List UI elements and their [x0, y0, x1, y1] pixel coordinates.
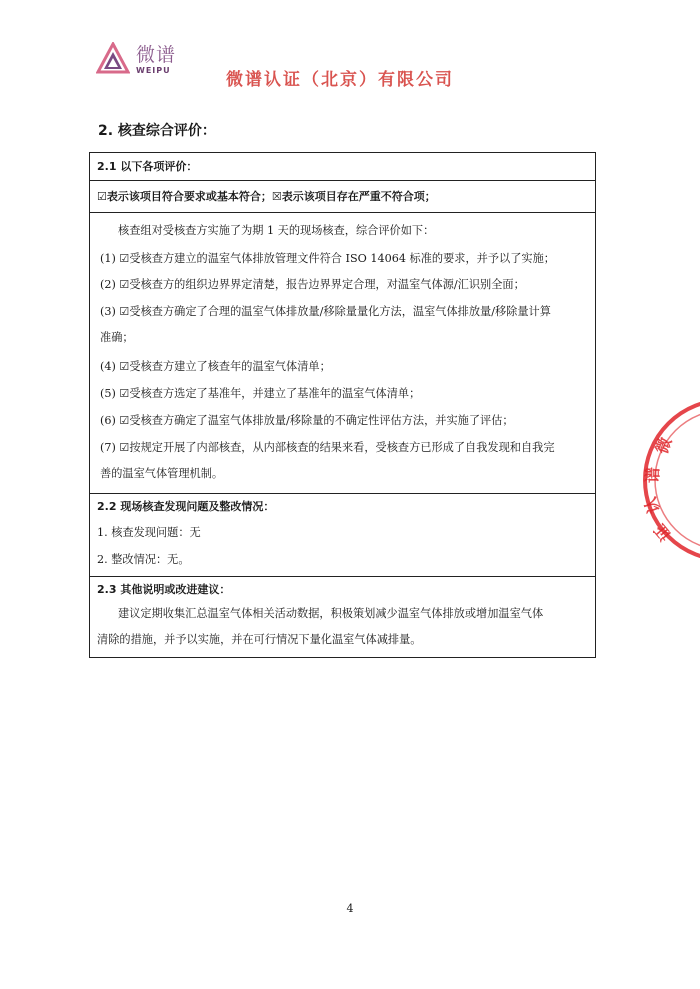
- issues-found-text: 1. 核查发现问题：无: [97, 526, 201, 539]
- svg-text:微: 微: [651, 434, 676, 457]
- company-name: 微谱认证（北京）有限公司: [226, 70, 454, 90]
- list-item: (2) ☑受核查方的组织边界界定清楚，报告边界界定合理，对温室气体源/汇识别全面；: [100, 278, 525, 291]
- rectification-text: 2. 整改情况：无。: [97, 553, 190, 566]
- legend-text: ☑表示该项目符合要求或基本符合；☒表示该项目存在严重不符合项；: [97, 190, 436, 203]
- section-2-2-heading: 2.2 现场核查发现问题及整改情况：: [97, 500, 275, 513]
- divider: [90, 212, 595, 213]
- company-logo: [96, 40, 186, 82]
- svg-text:证: 证: [650, 520, 676, 545]
- intro-text: 核查组对受核查方实施了为期 1 天的现场核查，综合评价如下：: [118, 224, 435, 237]
- list-item: (6) ☑受核查方确定了温室气体排放量/移除量的不确定性评估方法，并实施了评估；: [100, 414, 514, 427]
- list-item: (5) ☑受核查方选定了基准年，并建立了基准年的温室气体清单；: [100, 387, 421, 400]
- svg-text:谱: 谱: [643, 466, 662, 483]
- logo-chinese-text: 微谱: [136, 44, 177, 66]
- section-2-1-heading: 2.1 以下各项评价：: [97, 160, 198, 173]
- list-item: (1) ☑受核查方建立的温室气体排放管理文件符合 ISO 14064 标准的要求，并予以了实施；: [100, 252, 555, 265]
- list-item-continuation: 善的温室气体管理机制。: [100, 467, 224, 480]
- divider: [90, 576, 595, 577]
- list-item: (7) ☑按规定开展了内部核查，从内部核查的结果来看，受核查方已形成了自我发现和自我完: [100, 441, 555, 454]
- divider: [90, 493, 595, 494]
- evaluation-table: [89, 152, 596, 658]
- section-title: 2. 核查综合评价：: [98, 123, 216, 139]
- list-item-continuation: 准确；: [100, 331, 134, 344]
- page-number: 4: [346, 902, 354, 915]
- logo-english-text: WEIPU: [136, 66, 171, 75]
- section-2-3-heading: 2.3 其他说明或改进建议：: [97, 583, 231, 596]
- divider: [90, 180, 595, 181]
- svg-text:认: 认: [640, 494, 664, 517]
- list-item: (4) ☑受核查方建立了核查年的温室气体清单；: [100, 360, 331, 373]
- suggestion-text: 建议定期收集汇总温室气体相关活动数据，积极策划减少温室气体排放或增加温室气体: [118, 607, 544, 620]
- triangle-logo-icon: [96, 42, 130, 78]
- company-seal-stamp: [630, 385, 700, 575]
- suggestion-text-continuation: 清除的措施，并予以实施，并在可行情况下量化温室气体减排量。: [97, 633, 422, 646]
- list-item: (3) ☑受核查方确定了合理的温室气体排放量/移除量量化方法，温室气体排放量/移除量计算: [100, 305, 551, 318]
